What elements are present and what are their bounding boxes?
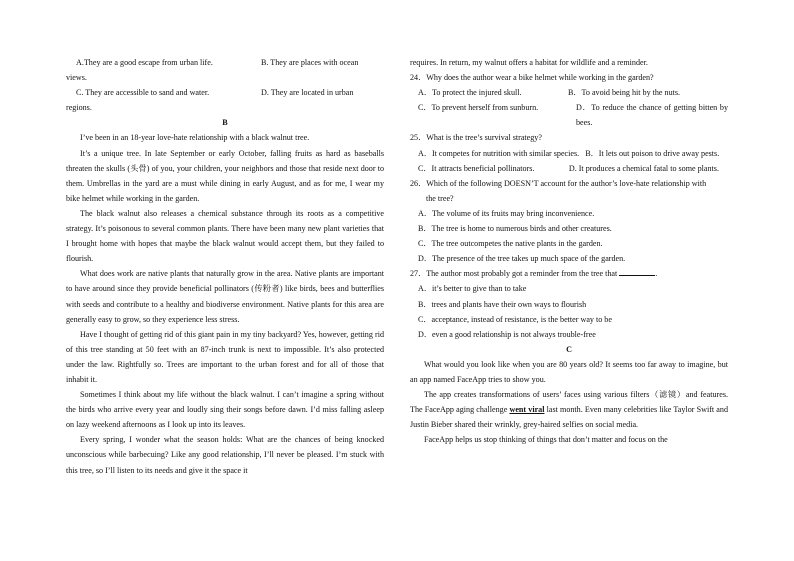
passage-b-paragraph-7: Every spring, I wonder what the season holds: What are the chances of being knocked unconscious while barbecuing? Like any good relationship, I’ll never be pleased. I’m stuck with this tree, so I’ll listen to its needs and give it the space it — [66, 435, 384, 475]
q26-option-d: D．The presence of the tree takes up much space of the garden. — [418, 254, 626, 264]
section-b-title: B — [222, 118, 228, 128]
passage-b-paragraph-4: What does work are native plants that naturally grow in the area. Native plants are important to have around since they provide beneficial pollinators (传粉者) like birds, bees and butterflies with seeds and contribute to a healthy and biodiverse environment. Native plants for this area are generally easy to grow, so they experience less stress. — [66, 269, 384, 324]
question-27-stem: 27．The author most probably got a reminder from the tree that — [410, 269, 618, 279]
question-24: 24．Why does the author wear a bike helmet while working in the garden? — [410, 73, 654, 83]
q26-option-c: C．The tree outcompetes the native plants in the garden. — [418, 239, 603, 249]
q24-option-c: C．To prevent herself from sunburn. — [418, 103, 539, 113]
passage-b-paragraph-3: The black walnut also releases a chemical substance through its roots as a competitive strategy. It’s poisonous to several common plants. There have been many new plant varieties that I brought home with hopes that maybe the black walnut would accept them, but they failed to flourish. — [66, 208, 384, 264]
option-d-continuation: regions. — [66, 103, 92, 113]
option-b-continuation: views. — [66, 73, 87, 83]
passage-b-paragraph-1: I’ve been in an 18-year love-hate relationship with a black walnut tree. — [80, 133, 310, 143]
q24-option-b: B．To avoid being hit by the nuts. — [568, 88, 681, 98]
q26-option-a: A．The volume of its fruits may bring inconvenience. — [418, 208, 595, 218]
q25-option-d: D. It produces a chemical fatal to some plants. — [568, 163, 719, 173]
question-24-options-row — [410, 85, 728, 100]
right-column — [410, 55, 728, 447]
passage-b-paragraph-5: Have I thought of getting rid of this giant pain in my tiny backyard? Yes, however, getting rid of this tree standing at 50 feet with an 87-inch trunk is next to impossible. It’s also protected under the law. Rightfully so. Trees are important to the urban forest and for all of those that inhabit it. — [66, 329, 384, 384]
highlighted-phrase: went viral — [509, 405, 545, 415]
passage-b-paragraph-6: Sometimes I think about my life without the black walnut. I can’t imagine a spring without the birds who arrive every year and loudly sing their songs before dawn. I’d miss falling asleep on lazy weekend afternoons as I look up into its leaves. — [66, 390, 384, 430]
question-25: 25．What is the tree’s survival strategy? — [410, 133, 542, 143]
option-b: B. They are places with ocean — [261, 58, 359, 67]
option-c: C. They are accessible to sand and water. — [76, 88, 210, 98]
option-d: D. They are located in urban — [261, 88, 354, 98]
question-26-continuation: the tree? — [426, 193, 454, 203]
q27-option-c: C．acceptance, instead of resistance, is the better way to be — [418, 314, 612, 324]
answer-blank — [619, 267, 658, 279]
q24-option-a: A．To protect the injured skull. — [418, 88, 522, 98]
question-27 — [410, 266, 728, 281]
passage-c-paragraph-1: What would you look like when you are 80 years old? It seems too far away to imagine, but an app named FaceApp tries to show you. — [410, 359, 728, 384]
passage-c-p2-post: last month. Even many celebrities like Taylor Swift and Justin Bieber shared their wrinkly, grey-haired selfies on social media. — [410, 405, 728, 430]
section-c-title: C — [566, 344, 572, 354]
left-column — [66, 55, 384, 478]
q27-option-b: B．trees and plants have their own ways to flourish — [418, 299, 587, 309]
q26-option-b: B．The tree is home to numerous birds and other creatures. — [418, 224, 612, 234]
q24-option-d: D．To reduce the chance of getting bitten by bees. — [576, 103, 728, 128]
question-options-row-1 — [66, 55, 384, 70]
q25-option-a-b — [410, 146, 728, 161]
question-26: 26．Which of the following DOESN’T account for the author’s love-hate relationship with — [410, 178, 707, 188]
passage-c-paragraph-3: FaceApp helps us stop thinking of things that don’t matter and focus on the — [424, 435, 668, 445]
q27-option-d: D．even a good relationship is not always trouble-free — [418, 329, 596, 339]
q25-option-b: B．It lets out poison to drive away pests. — [585, 148, 720, 158]
passage-c-paragraph-2 — [410, 387, 728, 432]
passage-c-p2-pre: The app creates transformations of users’ faces using various filters（滤镜）and features. The FaceApp aging challenge — [410, 390, 728, 415]
q25-option-c: C．It attracts beneficial pollinators. — [418, 163, 535, 173]
question-24-options-row-2 — [410, 100, 728, 130]
q27-option-a: A．it’s better to give than to take — [418, 284, 527, 294]
option-a: A.They are a good escape from urban life. — [76, 58, 213, 67]
q25-option-c-d — [410, 161, 728, 176]
question-27-stem-end: . — [655, 269, 658, 279]
passage-b-paragraph-2: It’s a unique tree. In late September or early October, falling fruits as hard as baseballs threaten the skulls (头骨) of you, your children, your neighbors and those that reside next door to them. Umbrellas in the yard are a must while dining in early August, and as for me, I wear my bike helmet while working in the garden. — [66, 148, 384, 203]
passage-b-continuation: requires. In return, my walnut offers a habitat for wildlife and a reminder. — [410, 58, 648, 67]
question-options-row-2 — [66, 85, 384, 100]
q25-option-a: A．It competes for nutrition with similar species. — [418, 148, 580, 158]
